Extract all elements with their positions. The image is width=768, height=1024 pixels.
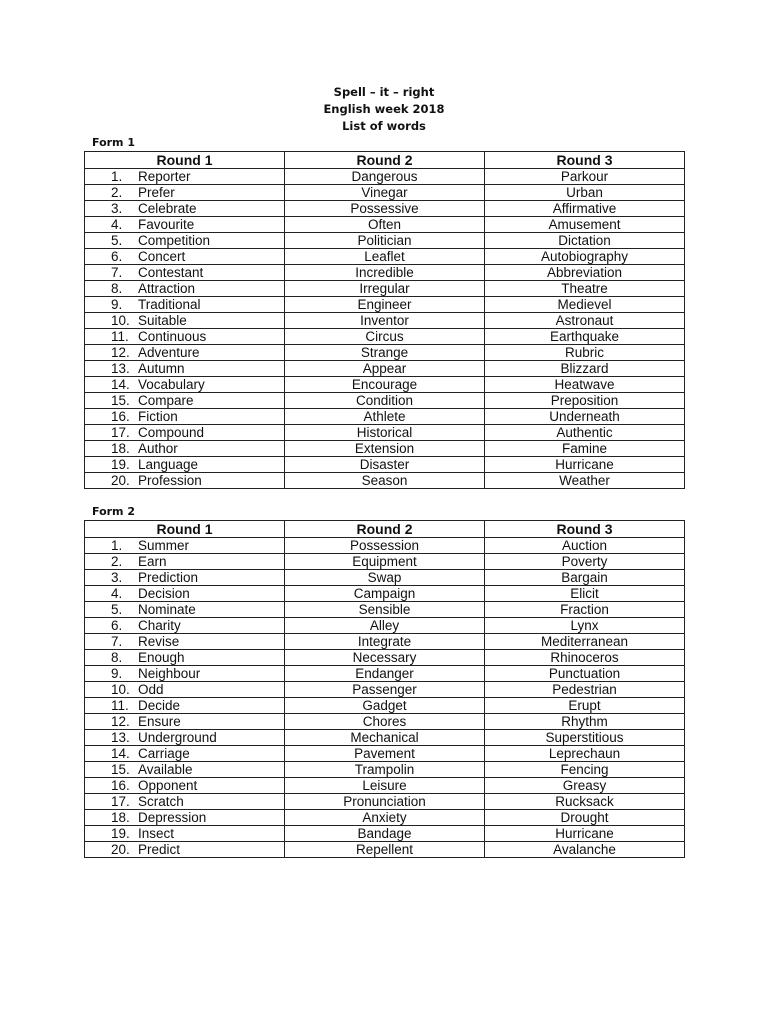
round-2-cell: Gadget — [285, 698, 485, 714]
round-1-cell — [85, 361, 285, 377]
word: Suitable — [138, 313, 187, 328]
row-number: 6. — [111, 249, 123, 264]
column-header-round-1: Round 1 — [85, 152, 285, 169]
round-2-cell: Leaflet — [285, 249, 485, 265]
round-2-cell: Engineer — [285, 297, 485, 313]
round-3-cell: Leprechaun — [485, 746, 685, 762]
table-row — [85, 538, 685, 554]
round-1-cell — [85, 730, 285, 746]
word: Charity — [138, 618, 181, 633]
word: Depression — [138, 810, 207, 825]
row-number: 8. — [111, 281, 123, 296]
column-header-round-3: Round 3 — [485, 152, 685, 169]
word: Compound — [138, 425, 205, 440]
heading-subtitle: English week 2018 — [323, 102, 445, 116]
round-3-cell: Astronaut — [485, 313, 685, 329]
table-row — [85, 217, 685, 233]
round-2-cell: Season — [285, 473, 485, 489]
round-1-cell — [85, 441, 285, 457]
round-1-cell — [85, 249, 285, 265]
round-2-cell: Possessive — [285, 201, 485, 217]
heading-title: Spell – it – right — [333, 85, 435, 99]
round-1-cell — [85, 618, 285, 634]
table-row — [85, 810, 685, 826]
table-header-row — [85, 521, 685, 538]
round-1-cell — [85, 425, 285, 441]
round-2-cell: Integrate — [285, 634, 485, 650]
row-number: 18. — [111, 441, 130, 456]
round-1-cell — [85, 826, 285, 842]
column-header-round-1: Round 1 — [85, 521, 285, 538]
word: Prefer — [138, 185, 175, 200]
table-row — [85, 650, 685, 666]
table-row — [85, 473, 685, 489]
row-number: 20. — [111, 842, 130, 857]
round-3-cell: Weather — [485, 473, 685, 489]
row-number: 11. — [111, 329, 129, 344]
table-row — [85, 313, 685, 329]
table-row — [85, 746, 685, 762]
row-number: 20. — [111, 473, 130, 488]
round-2-cell: Necessary — [285, 650, 485, 666]
form-2-label: Form 2 — [92, 505, 135, 518]
table-row — [85, 666, 685, 682]
round-2-cell: Vinegar — [285, 185, 485, 201]
row-number: 12. — [111, 714, 130, 729]
round-1-cell — [85, 666, 285, 682]
round-3-cell: Poverty — [485, 554, 685, 570]
round-2-cell: Possession — [285, 538, 485, 554]
round-3-cell: Superstitious — [485, 730, 685, 746]
table-row — [85, 778, 685, 794]
round-1-cell — [85, 473, 285, 489]
round-3-cell: Preposition — [485, 393, 685, 409]
round-2-cell: Leisure — [285, 778, 485, 794]
table-row — [85, 554, 685, 570]
row-number: 14. — [111, 746, 130, 761]
table-row — [85, 249, 685, 265]
word: Decision — [138, 586, 190, 601]
word: Concert — [138, 249, 186, 264]
word: Traditional — [138, 297, 201, 312]
word: Decide — [138, 698, 181, 713]
row-number: 16. — [111, 409, 130, 424]
word: Profession — [138, 473, 202, 488]
form-2-rows — [85, 538, 685, 858]
round-3-cell: Drought — [485, 810, 685, 826]
row-number: 8. — [111, 650, 123, 665]
round-3-cell: Auction — [485, 538, 685, 554]
round-1-cell — [85, 746, 285, 762]
round-1-cell — [85, 570, 285, 586]
round-3-cell: Affirmative — [485, 201, 685, 217]
row-number: 3. — [111, 570, 123, 585]
round-3-cell: Parkour — [485, 169, 685, 185]
round-2-cell: Pronunciation — [285, 794, 485, 810]
word: Neighbour — [138, 666, 201, 681]
table-row — [85, 409, 685, 425]
round-2-cell: Mechanical — [285, 730, 485, 746]
round-2-cell: Disaster — [285, 457, 485, 473]
word: Celebrate — [138, 201, 197, 216]
column-header-round-2: Round 2 — [285, 521, 485, 538]
round-1-cell — [85, 217, 285, 233]
round-3-cell: Authentic — [485, 425, 685, 441]
round-3-cell: Blizzard — [485, 361, 685, 377]
table-row — [85, 634, 685, 650]
round-3-cell: Pedestrian — [485, 682, 685, 698]
table-row — [85, 602, 685, 618]
row-number: 1. — [111, 538, 123, 553]
round-1-cell — [85, 586, 285, 602]
round-2-cell: Alley — [285, 618, 485, 634]
round-2-cell: Athlete — [285, 409, 485, 425]
round-1-cell — [85, 634, 285, 650]
round-3-cell: Avalanche — [485, 842, 685, 858]
round-2-cell: Chores — [285, 714, 485, 730]
word: Autumn — [138, 361, 185, 376]
round-1-cell — [85, 233, 285, 249]
table-row — [85, 185, 685, 201]
word: Ensure — [138, 714, 181, 729]
round-1-cell — [85, 682, 285, 698]
round-1-cell — [85, 377, 285, 393]
round-2-cell: Condition — [285, 393, 485, 409]
word: Compare — [138, 393, 194, 408]
row-number: 2. — [111, 554, 123, 569]
round-2-cell: Politician — [285, 233, 485, 249]
round-3-cell: Earthquake — [485, 329, 685, 345]
table-row — [85, 682, 685, 698]
word: Competition — [138, 233, 211, 248]
round-1-cell — [85, 281, 285, 297]
round-2-cell: Dangerous — [285, 169, 485, 185]
round-1-cell — [85, 201, 285, 217]
round-3-cell: Abbreviation — [485, 265, 685, 281]
table-row — [85, 842, 685, 858]
column-header-round-2: Round 2 — [285, 152, 485, 169]
round-1-cell — [85, 842, 285, 858]
round-1-cell — [85, 265, 285, 281]
table-row — [85, 714, 685, 730]
word: Language — [138, 457, 199, 472]
word: Predict — [138, 842, 181, 857]
round-2-cell: Irregular — [285, 281, 485, 297]
round-2-cell: Swap — [285, 570, 485, 586]
word: Attraction — [138, 281, 196, 296]
table-row — [85, 762, 685, 778]
table-row — [85, 425, 685, 441]
row-number: 15. — [111, 393, 130, 408]
row-number: 10. — [111, 682, 130, 697]
round-2-cell: Repellent — [285, 842, 485, 858]
table-row — [85, 393, 685, 409]
table-row — [85, 201, 685, 217]
round-3-cell: Rucksack — [485, 794, 685, 810]
round-2-cell: Inventor — [285, 313, 485, 329]
table-row — [85, 297, 685, 313]
table-row — [85, 345, 685, 361]
round-3-cell: Bargain — [485, 570, 685, 586]
round-2-cell: Pavement — [285, 746, 485, 762]
table-row — [85, 794, 685, 810]
word: Earn — [138, 554, 167, 569]
row-number: 10. — [111, 313, 130, 328]
table-row — [85, 281, 685, 297]
round-3-cell: Amusement — [485, 217, 685, 233]
round-3-cell: Punctuation — [485, 666, 685, 682]
row-number: 9. — [111, 666, 123, 681]
round-3-cell: Fencing — [485, 762, 685, 778]
round-3-cell: Hurricane — [485, 457, 685, 473]
row-number: 12. — [111, 345, 130, 360]
word: Prediction — [138, 570, 199, 585]
word: Insect — [138, 826, 175, 841]
round-2-cell: Trampolin — [285, 762, 485, 778]
heading-list-label: List of words — [342, 119, 426, 133]
round-3-cell: Rubric — [485, 345, 685, 361]
row-number: 5. — [111, 233, 123, 248]
round-3-cell: Lynx — [485, 618, 685, 634]
row-number: 17. — [111, 794, 130, 809]
form-1-rows — [85, 169, 685, 489]
round-1-cell — [85, 393, 285, 409]
row-number: 13. — [111, 730, 130, 745]
row-number: 19. — [111, 457, 130, 472]
round-3-cell: Hurricane — [485, 826, 685, 842]
word: Adventure — [138, 345, 200, 360]
round-2-cell: Circus — [285, 329, 485, 345]
row-number: 2. — [111, 185, 123, 200]
word: Opponent — [138, 778, 198, 793]
table-row — [85, 169, 685, 185]
round-2-cell: Incredible — [285, 265, 485, 281]
word: Carriage — [138, 746, 190, 761]
round-1-cell — [85, 650, 285, 666]
table-row — [85, 233, 685, 249]
round-1-cell — [85, 409, 285, 425]
round-3-cell: Underneath — [485, 409, 685, 425]
round-3-cell: Erupt — [485, 698, 685, 714]
form-1-table — [84, 151, 685, 489]
round-2-cell: Often — [285, 217, 485, 233]
row-number: 5. — [111, 602, 123, 617]
row-number: 11. — [111, 698, 129, 713]
row-number: 19. — [111, 826, 130, 841]
round-2-cell: Strange — [285, 345, 485, 361]
word: Odd — [138, 682, 164, 697]
round-3-cell: Rhinoceros — [485, 650, 685, 666]
word: Contestant — [138, 265, 204, 280]
table-row — [85, 441, 685, 457]
form-2-table — [84, 520, 685, 858]
round-2-cell: Extension — [285, 441, 485, 457]
round-2-cell: Equipment — [285, 554, 485, 570]
row-number: 3. — [111, 201, 123, 216]
table-row — [85, 329, 685, 345]
round-2-cell: Bandage — [285, 826, 485, 842]
round-2-cell: Campaign — [285, 586, 485, 602]
round-2-cell: Historical — [285, 425, 485, 441]
table-row — [85, 826, 685, 842]
row-number: 14. — [111, 377, 130, 392]
table-row — [85, 730, 685, 746]
round-2-cell: Encourage — [285, 377, 485, 393]
word: Enough — [138, 650, 185, 665]
row-number: 15. — [111, 762, 130, 777]
row-number: 7. — [111, 634, 123, 649]
word: Nominate — [138, 602, 196, 617]
round-2-cell: Sensible — [285, 602, 485, 618]
table-row — [85, 377, 685, 393]
column-header-round-3: Round 3 — [485, 521, 685, 538]
round-1-cell — [85, 185, 285, 201]
round-1-cell — [85, 810, 285, 826]
round-1-cell — [85, 762, 285, 778]
round-2-cell: Endanger — [285, 666, 485, 682]
round-3-cell: Medievel — [485, 297, 685, 313]
round-1-cell — [85, 698, 285, 714]
word: Revise — [138, 634, 180, 649]
word: Scratch — [138, 794, 184, 809]
round-2-cell: Passenger — [285, 682, 485, 698]
row-number: 7. — [111, 265, 123, 280]
word: Vocabulary — [138, 377, 205, 392]
table-row — [85, 586, 685, 602]
round-3-cell: Fraction — [485, 602, 685, 618]
round-3-cell: Urban — [485, 185, 685, 201]
row-number: 4. — [111, 217, 123, 232]
round-2-cell: Appear — [285, 361, 485, 377]
round-1-cell — [85, 297, 285, 313]
word: Underground — [138, 730, 217, 745]
row-number: 4. — [111, 586, 123, 601]
round-3-cell: Mediterranean — [485, 634, 685, 650]
round-1-cell — [85, 794, 285, 810]
round-1-cell — [85, 714, 285, 730]
row-number: 13. — [111, 361, 130, 376]
word: Favourite — [138, 217, 195, 232]
row-number: 1. — [111, 169, 123, 184]
round-3-cell: Elicit — [485, 586, 685, 602]
row-number: 17. — [111, 425, 130, 440]
round-1-cell — [85, 778, 285, 794]
round-3-cell: Rhythm — [485, 714, 685, 730]
round-1-cell — [85, 554, 285, 570]
word: Reporter — [138, 169, 191, 184]
table-row — [85, 265, 685, 281]
round-1-cell — [85, 169, 285, 185]
word: Continuous — [138, 329, 207, 344]
round-1-cell — [85, 313, 285, 329]
table-row — [85, 361, 685, 377]
round-1-cell — [85, 345, 285, 361]
table-row — [85, 698, 685, 714]
word: Fiction — [138, 409, 178, 424]
row-number: 6. — [111, 618, 123, 633]
table-row — [85, 457, 685, 473]
word: Available — [138, 762, 193, 777]
round-3-cell: Famine — [485, 441, 685, 457]
round-3-cell: Theatre — [485, 281, 685, 297]
round-1-cell — [85, 602, 285, 618]
table-header-row — [85, 152, 685, 169]
round-2-cell: Anxiety — [285, 810, 485, 826]
word: Author — [138, 441, 178, 456]
round-1-cell — [85, 329, 285, 345]
round-3-cell: Dictation — [485, 233, 685, 249]
document-heading — [0, 84, 768, 135]
table-row — [85, 618, 685, 634]
round-3-cell: Heatwave — [485, 377, 685, 393]
word: Summer — [138, 538, 190, 553]
row-number: 18. — [111, 810, 130, 825]
row-number: 9. — [111, 297, 123, 312]
round-3-cell: Greasy — [485, 778, 685, 794]
round-1-cell — [85, 538, 285, 554]
round-3-cell: Autobiography — [485, 249, 685, 265]
round-1-cell — [85, 457, 285, 473]
row-number: 16. — [111, 778, 130, 793]
table-row — [85, 570, 685, 586]
form-1-label: Form 1 — [92, 136, 135, 149]
